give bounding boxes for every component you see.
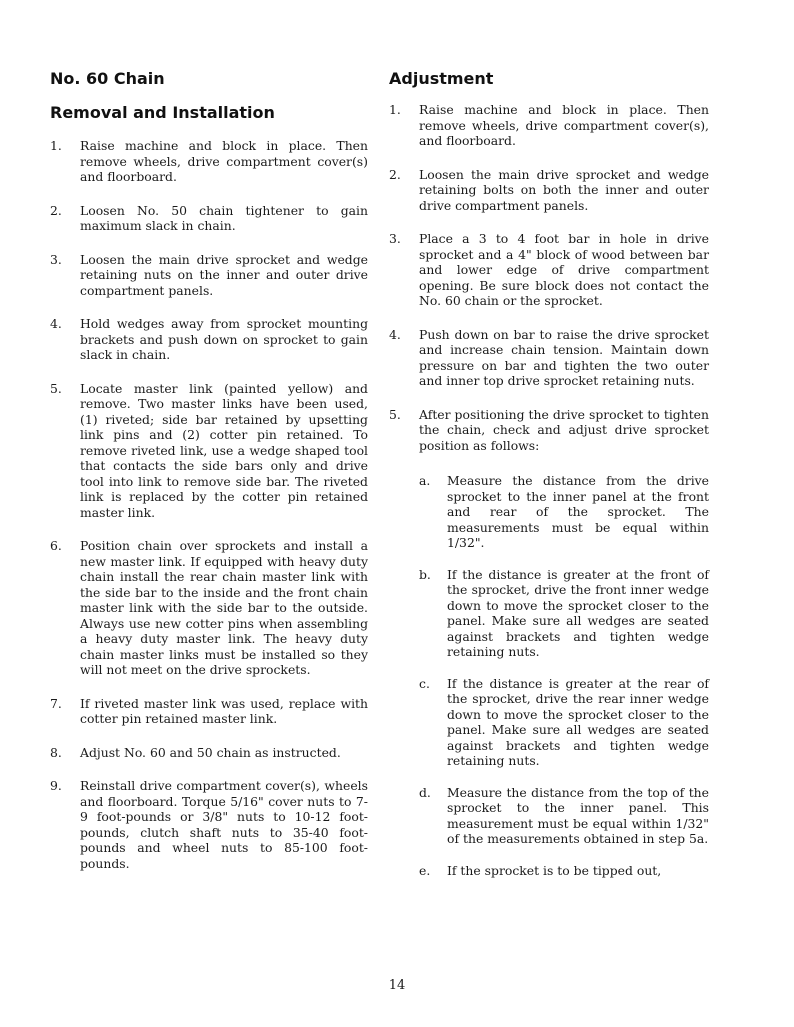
removal-step-1 <box>50 138 368 185</box>
section-title-adjustment: Adjustment <box>389 69 494 88</box>
substep-text: If the sprocket is to be tipped out, <box>447 862 662 878</box>
adjustment-step-4 <box>389 327 709 389</box>
step-text: After positioning the drive sprocket to tighten the chain, check and adjust drive sprocket position as follows: <box>419 406 709 453</box>
step-number: 7. <box>50 695 62 711</box>
substep-text: Measure the distance from the drive sprocket to the inner panel at the front and rear of the sprocket. The measurements must be equal within 1/32". <box>447 473 709 550</box>
step-number: 6. <box>50 538 62 553</box>
step-text: Loosen the main drive sprocket and wedge retaining bolts on both the inner and outer drive compartment panels. <box>419 166 709 213</box>
adjustment-steps-list <box>389 102 709 894</box>
step-body <box>419 407 709 895</box>
step-text: Loosen the main drive sprocket and wedge retaining nuts on the inner and outer drive compartment panels. <box>80 251 368 298</box>
step-text: Loosen No. 50 chain tightener to gain maximum slack in chain. <box>80 202 368 233</box>
substep-text: Measure the distance from the top of the sprocket to the inner panel. This measurement must be equal within 1/32" of the measurements obtained in step 5a. <box>447 784 709 846</box>
step-number: 3. <box>389 231 401 246</box>
substep-letter: a. <box>419 473 431 488</box>
removal-step-9 <box>50 778 368 871</box>
substep-letter: d. <box>419 784 431 800</box>
adjustment-step-3 <box>389 231 709 309</box>
step-number: 3. <box>50 251 62 267</box>
step-number: 1. <box>389 102 401 117</box>
adjustment-substep-c <box>419 676 709 769</box>
step-text: If riveted master link was used, replace with cotter pin retained master link. <box>80 695 368 726</box>
step-text: Position chain over sprockets and install a new master link. If equipped with heavy duty chain install the rear chain master link with the side bar to the inside and the front chain master link with the side bar to the outside. Always use new cotter pins when assembling a heavy duty master link. The heavy duty chain master links must be installed so they will not meet on the drive sprockets. <box>80 538 368 677</box>
step-text: Locate master link (painted yellow) and remove. Two master links have been used, (1) riveted; side bar retained by upsetting link pins and (2) cotter pin retained. To remove riveted link, use a wedge shaped tool that contacts the side bars only and drive tool into link to remove side bar. The riveted link is replaced by the cotter pin retained master link. <box>80 380 368 520</box>
removal-step-2 <box>50 203 368 234</box>
step-number: 5. <box>389 406 401 422</box>
removal-step-6 <box>50 538 368 678</box>
step-text: Hold wedges away from sprocket mounting brackets and push down on sprocket to gain slack in chain. <box>80 316 368 362</box>
step-number: 1. <box>50 138 62 153</box>
removal-step-8 <box>50 745 368 761</box>
removal-step-4 <box>50 316 368 363</box>
removal-step-5 <box>50 381 368 521</box>
step-text: Raise machine and block in place. Then remove wheels, drive compartment cover(s), and floorboard. <box>419 102 709 148</box>
step-number: 2. <box>50 202 62 218</box>
substep-text: If the distance is greater at the front of the sprocket, drive the front inner wedge down to move the sprocket closer to the panel. Make sure all wedges are seated against brackets and tighten wedge retaining nuts. <box>447 566 709 659</box>
adjustment-substeps-list <box>419 473 709 878</box>
adjustment-step-2 <box>389 167 709 214</box>
substep-letter: e. <box>419 862 431 878</box>
adjustment-substep-a <box>419 473 709 551</box>
step-number: 9. <box>50 778 62 793</box>
step-text: Raise machine and block in place. Then remove wheels, drive compartment cover(s) and floorboard. <box>80 138 368 184</box>
adjustment-substep-d <box>419 785 709 847</box>
step-text: Reinstall drive compartment cover(s), wheels and floorboard. Torque 5/16" cover nuts to 7-9 foot-pounds or 3/8" nuts to 10-12 foot-pounds, clutch shaft nuts to 35-40 foot-pounds and wheel nuts to 85-100 foot-pounds. <box>80 778 368 871</box>
removal-steps-list <box>50 138 368 871</box>
removal-installation-column <box>50 68 368 889</box>
page-number: 14 <box>388 978 406 993</box>
adjustment-column <box>389 68 709 912</box>
step-text: Place a 3 to 4 foot bar in hole in drive sprocket and a 4" block of wood between bar and lower edge of drive compartment opening. Be sure block does not contact the No. 60 chain or the sprocket. <box>419 231 709 308</box>
substep-letter: b. <box>419 566 431 582</box>
adjustment-substep-b <box>419 567 709 660</box>
subsection-title-removal-installation: Removal and Installation <box>50 103 275 122</box>
adjustment-substep-e <box>419 863 709 879</box>
substep-text: If the distance is greater at the rear of the sprocket, drive the rear inner wedge down to move the sprocket closer to the panel. Make sure all wedges are seated against brackets and tighten wedge retaining nuts. <box>447 675 709 768</box>
step-number: 4. <box>389 326 401 342</box>
adjustment-step-5 <box>389 407 709 895</box>
substep-letter: c. <box>419 675 430 691</box>
removal-step-3 <box>50 252 368 299</box>
step-number: 4. <box>50 316 62 331</box>
step-number: 2. <box>389 166 401 182</box>
step-text: Adjust No. 60 and 50 chain as instructed. <box>80 744 341 760</box>
step-number: 5. <box>50 380 62 396</box>
section-title-no60-chain: No. 60 Chain <box>50 69 165 88</box>
step-number: 8. <box>50 744 62 760</box>
adjustment-step-1 <box>389 102 709 149</box>
removal-step-7 <box>50 696 368 727</box>
step-text: Push down on bar to raise the drive sprocket and increase chain tension. Maintain down pressure on bar and tighten the two outer and inner top drive sprocket retaining nuts. <box>419 326 709 388</box>
